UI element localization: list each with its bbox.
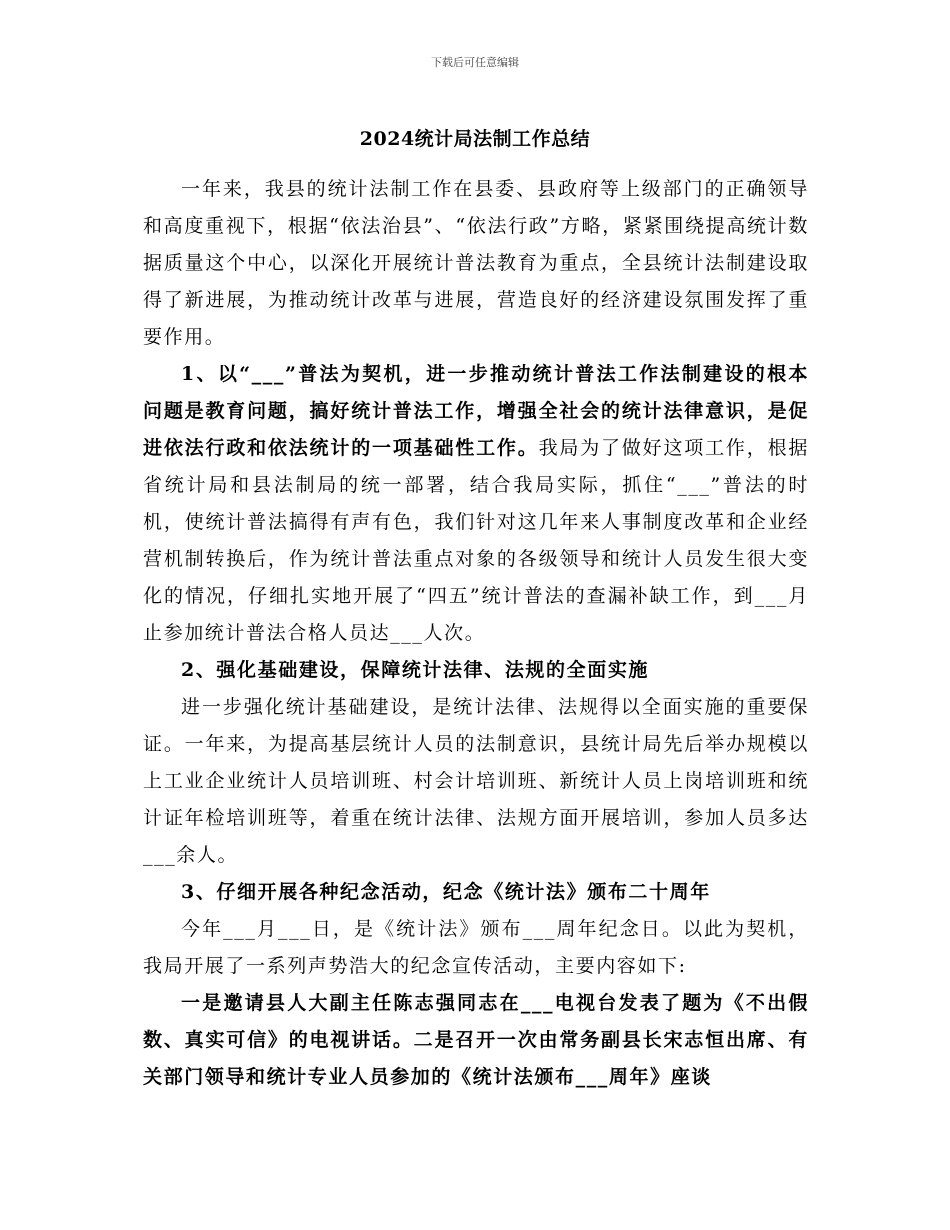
section-3-paragraph: 今年___月___日，是《统计法》颁布___周年纪念日。以此为契机，我局开展了一系列声势浩大的纪念宣传活动，主要内容如下: <box>143 918 809 977</box>
section-1-body-text: 我局为了做好这项工作，根据省统计局和县法制局的统一部署，结合我局实际，抓住“___”普法的时机，使统计普法搞得有声有色，我们针对这几年来人事制度改革和企业经营机制转换后，作为统计普法重点对象的各级领导和统计人员发生很大变化的情况，仔细扎实地开展了“四五”统计普法的查漏补缺工作，到___月止参加统计普法合格人员达___人次。 <box>143 437 809 644</box>
section-1-paragraph <box>143 356 809 652</box>
section-2-heading: 2、强化基础建设，保障统计法律、法规的全面实施 <box>181 659 650 681</box>
document-title: 2024统计局法制工作总结 <box>359 128 591 150</box>
section-2-paragraph: 进一步强化统计基础建设，是统计法律、法规得以全面实施的重要保证。一年来，为提高基层统计人员的法制意识，县统计局先后举办规模以上工业企业统计人员培训班、村会计培训班、新统计人员上岗培训班和统计证年检培训班等，着重在统计法律、法规方面开展培训，参加人员多达___余人。 <box>143 696 809 866</box>
section-3-bold-paragraph: 一是邀请县人大副主任陈志强同志在___电视台发表了题为《不出假数、真实可信》的电视讲话。二是召开一次由常务副县长宋志恒出席、有关部门领导和统计专业人员参加的《统计法颁布___周年》座谈 <box>143 992 809 1088</box>
section-1-bold-text: 1、以“___”普法为契机，进一步推动统计普法工作法制建设的根本问题是教育问题，搞好统计普法工作，增强全社会的统计法律意识，是促进依法行政和依法统计的一项基础性工作。 <box>143 363 809 459</box>
intro-paragraph: 一年来，我县的统计法制工作在县委、县政府等上级部门的正确领导和高度重视下，根据“依法治县”、“依法行政”方略，紧紧围绕提高统计数据质量这个中心，以深化开展统计普法教育为重点，全县统计法制建设取得了新进展，为推动统计改革与进展，营造良好的经济建设氛围发挥了重要作用。 <box>143 178 809 348</box>
section-3-heading: 3、仔细开展各种纪念活动，纪念《统计法》颁布二十周年 <box>181 881 711 903</box>
header-note: 下载后可任意编辑 <box>431 56 519 69</box>
document-body <box>143 171 809 1096</box>
